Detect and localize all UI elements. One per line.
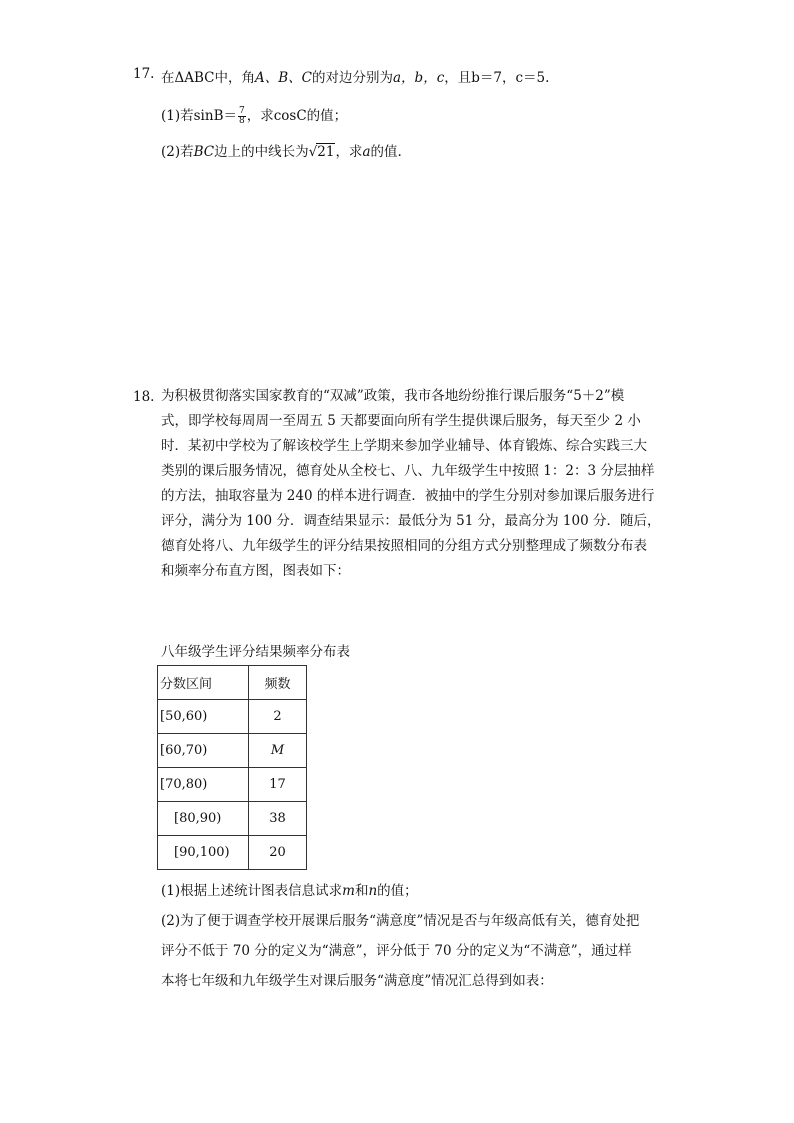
q18-part1-and: 和 — [354, 883, 369, 899]
frequency-table — [157, 665, 307, 870]
q17-part1-fraction — [238, 107, 246, 126]
q18-line: 式，即学校每周周一至周五 5 天都要面向所有学生提供课后服务，每天至少 2 小 — [161, 413, 641, 429]
q17-part1-post: ，求cosC的值； — [246, 108, 348, 124]
table-cell-interval: [70,80) — [158, 768, 249, 802]
q18-line: 和频率分布直方图，图表如下： — [161, 563, 350, 579]
q17-part2-a: a — [362, 144, 371, 160]
q18-part2 — [161, 906, 661, 996]
q18-line: 时．某初中学校为了解该校学生上学期来参加学业辅导、体育锻炼、综合实践三大 — [161, 438, 647, 454]
q18-part1-n: n — [368, 883, 378, 899]
q17-stem-mid2: 的对边分别为 — [312, 70, 393, 86]
q18-stem — [161, 384, 661, 584]
q17-triangle: ΔABC — [174, 70, 215, 86]
q18-line: 的方法，抽取容量为 240 的样本进行调查．被抽中的学生分别对参加课后服务进行 — [161, 488, 655, 504]
q18-line: 类别的课后服务情况，德育处从全校七、八、九年级学生中按照 1：2：3 分层抽样 — [161, 463, 655, 479]
table-row — [158, 802, 307, 836]
q17-number: 17. — [133, 66, 155, 82]
q18-line: 评分，满分为 100 分．调查结果显示：最低分为 51 分，最高分为 100 分．随后， — [161, 513, 661, 529]
sqrt-symbol: √ — [308, 144, 318, 160]
q17-part1-pre: (1)若sinB＝ — [161, 108, 237, 124]
table-title: 八年级学生评分结果频率分布表 — [161, 644, 350, 660]
sqrt-argument: 21 — [317, 144, 335, 160]
q18-part1-post: 的值； — [377, 883, 418, 899]
q17-angles: A、B、C — [255, 70, 312, 86]
q18-line: 德育处将八、九年级学生的评分结果按照相同的分组方式分别整理成了频数分布表 — [161, 538, 647, 554]
q17-part2-mid: 边上的中线长为 — [214, 144, 309, 160]
q17-part1 — [161, 104, 347, 126]
q18-part1 — [161, 879, 418, 899]
table-header-interval: 分数区间 — [158, 666, 249, 700]
q17-stem — [161, 66, 549, 86]
fraction-numerator: 7 — [238, 106, 245, 116]
q18-part2-line: 评分不低于 70 分的定义为“满意”，评分低于 70 分的定义为“不满意”，通过样 — [161, 943, 632, 959]
fraction-denominator: 8 — [238, 116, 245, 126]
q17-stem-mid: 中，角 — [214, 70, 255, 86]
q18-line: 为积极贯彻落实国家教育的“双减”政策，我市各地纷纷推行课后服务“5＋2”模 — [161, 388, 625, 404]
table-row — [158, 836, 307, 870]
table-cell-interval: [50,60) — [158, 700, 249, 734]
table-cell-interval: [80,90) — [158, 802, 249, 836]
q18-part1-m: m — [342, 883, 355, 899]
table-cell-frequency: 38 — [249, 802, 307, 836]
table-row — [158, 768, 307, 802]
q17-part2 — [161, 140, 402, 160]
table-cell-frequency: 20 — [249, 836, 307, 870]
q17-part2-end: 的值. — [370, 144, 402, 160]
q18-part2-line: (2)为了便于调查学校开展课后服务“满意度”情况是否与年级高低有关，德育处把 — [161, 913, 640, 929]
q17-part2-bc: BC — [193, 144, 215, 160]
q17-part2-pre: (2)若 — [161, 144, 194, 160]
table-header-frequency: 频数 — [249, 666, 307, 700]
q18-part2-line: 本将七年级和九年级学生对课后服务“满意度”情况汇总得到如表： — [161, 973, 553, 989]
table-row — [158, 700, 307, 734]
q18-part1-pre: (1)根据上述统计图表信息试求 — [161, 883, 343, 899]
table-cell-frequency: 17 — [249, 768, 307, 802]
table-cell-interval: [60,70) — [158, 734, 249, 768]
q18-number: 18. — [133, 389, 155, 405]
q17-sides: a，b，c — [393, 70, 445, 86]
table-cell-frequency: M — [249, 734, 307, 768]
q17-part2-post: ，求 — [335, 144, 363, 160]
table-row — [158, 734, 307, 768]
table-cell-interval: [90,100) — [158, 836, 249, 870]
table-header-row — [158, 666, 307, 700]
q17-stem-pre: 在 — [161, 70, 175, 86]
table-cell-frequency: 2 — [249, 700, 307, 734]
q17-stem-cond: ，且b＝7，c＝5. — [444, 70, 550, 86]
